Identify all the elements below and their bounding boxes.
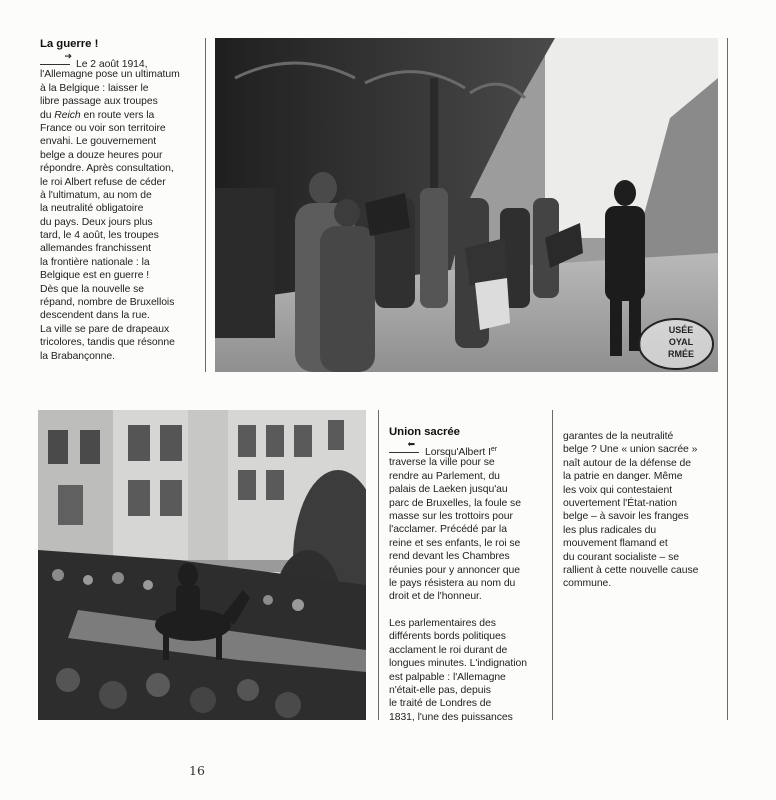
text-line: garantes de la neutralité — [563, 431, 674, 442]
right-column-body — [563, 430, 723, 591]
text-line: le pays résistera au nom du — [389, 577, 516, 589]
text-line: la Brabançonne. — [40, 350, 115, 362]
text-line: droit et de l'honneur. — [389, 591, 482, 603]
lead-line — [389, 439, 549, 458]
text-line: 1831, l'une des puissances — [389, 711, 513, 723]
museum-stamp — [639, 319, 713, 369]
lead-text: Lorsqu'Albert Ier — [425, 446, 498, 458]
lead-text: Le 2 août 1914, — [76, 59, 148, 70]
text-line: différents bords politiques — [389, 631, 506, 643]
photo-king-procession — [38, 410, 366, 720]
text-line: le roi Albert refuse de céder — [40, 176, 166, 188]
text-line: l'Allemagne pose un ultimatum — [40, 69, 180, 81]
text-line: du pays. Deux jours plus — [40, 216, 153, 228]
left-text-column — [40, 37, 202, 363]
text-line: répondre. Après consultation, — [40, 163, 174, 175]
text-line: tard, le 4 août, les troupes — [40, 230, 159, 242]
paragraph-gap — [389, 604, 549, 617]
text-line: à la Belgique : laisser le — [40, 82, 149, 94]
text-line: mouvement flamand et — [563, 538, 668, 550]
photo-street-crowd-flags — [215, 38, 718, 372]
column-rule-right — [727, 38, 728, 720]
stamp-text-2: OYAL — [668, 337, 694, 347]
text-line: belge – à savoir les franges — [563, 511, 689, 523]
text-line: Dès que la nouvelle se — [40, 283, 145, 295]
text-line: allemandes franchissent — [40, 243, 151, 255]
arrow-right-icon: ➔ — [40, 55, 70, 65]
section-title-la-guerre: La guerre ! — [40, 38, 99, 50]
text-line: belge a douze heures pour — [40, 149, 163, 161]
column-rule-middle-right — [552, 410, 553, 720]
section-title-union-sacree: Union sacrée — [389, 426, 460, 438]
text-line: réunies pour y annoncer que — [389, 564, 520, 576]
text-line: les voix qui contestaient — [563, 484, 673, 496]
text-line: parc de Bruxelles, la foule se — [389, 497, 521, 509]
paragraph-2 — [389, 617, 549, 724]
text-line: ouvertement l'État-nation — [563, 497, 677, 509]
page-number: 16 — [189, 763, 205, 778]
italic-word: Reich — [54, 109, 81, 121]
text-line: palais de Laeken jusqu'au — [389, 484, 508, 496]
text-line: acclament le roi durant de — [389, 644, 508, 656]
text-line: du Reich en route vers la — [40, 109, 155, 121]
text-line: reine et ses enfants, le roi se — [389, 537, 521, 549]
superscript: er — [490, 446, 498, 453]
right-text-column — [563, 430, 723, 591]
text-line: commune. — [563, 578, 612, 590]
text-line: l'acclamer. Précédé par la — [389, 524, 507, 536]
text-line: masse sur les trottoirs pour — [389, 510, 513, 522]
text-line: rend devant les Chambres — [389, 551, 510, 563]
text-line: envahi. Le gouvernement — [40, 136, 157, 148]
text-line: longues minutes. L'indignation — [389, 658, 527, 670]
text-line: descendent dans la rue. — [40, 310, 150, 322]
text-line: n'était-elle pas, depuis — [389, 685, 491, 697]
text-line: France ou voir son territoire — [40, 122, 166, 134]
text-line: rallient à cette nouvelle cause — [563, 564, 699, 576]
text-line: les plus radicales du — [563, 524, 657, 536]
text-line: tricolores, tandis que résonne — [40, 337, 175, 349]
text-line: traverse la ville pour se — [389, 457, 495, 469]
lead-line — [40, 51, 202, 70]
text-line: La ville se pare de drapeaux — [40, 323, 170, 335]
arrow-left-icon: ⬅ — [389, 443, 419, 453]
text-line: belge ? Une « union sacrée » — [563, 444, 698, 456]
text-line: la frontière nationale : la — [40, 256, 150, 268]
text-line: Belgique est en guerre ! — [40, 270, 150, 282]
column-rule-left — [205, 38, 206, 372]
middle-text-column — [389, 425, 549, 724]
text-line: du courant socialiste – se — [563, 551, 679, 563]
text-line: Les parlementaires des — [389, 618, 496, 630]
text-line: répand, nombre de Bruxellois — [40, 297, 175, 309]
text-line: à l'ultimatum, au nom de — [40, 189, 152, 201]
text-line: libre passage aux troupes — [40, 96, 158, 108]
text-line: est palpable : l'Allemagne — [389, 671, 506, 683]
text-line: le traité de Londres de — [389, 698, 492, 710]
text-line: la patrie en danger. Même — [563, 471, 683, 483]
stamp-text-1: USÉE — [668, 325, 694, 335]
left-column-body — [40, 68, 202, 363]
paragraph-1 — [389, 456, 549, 603]
text-line: la neutralité obligatoire — [40, 203, 144, 215]
stamp-text-3: RMÉE — [667, 349, 695, 359]
column-rule-middle-left — [378, 410, 379, 720]
text-line: rendre au Parlement, du — [389, 470, 500, 482]
text-line: naît autour de la défense de — [563, 457, 692, 469]
